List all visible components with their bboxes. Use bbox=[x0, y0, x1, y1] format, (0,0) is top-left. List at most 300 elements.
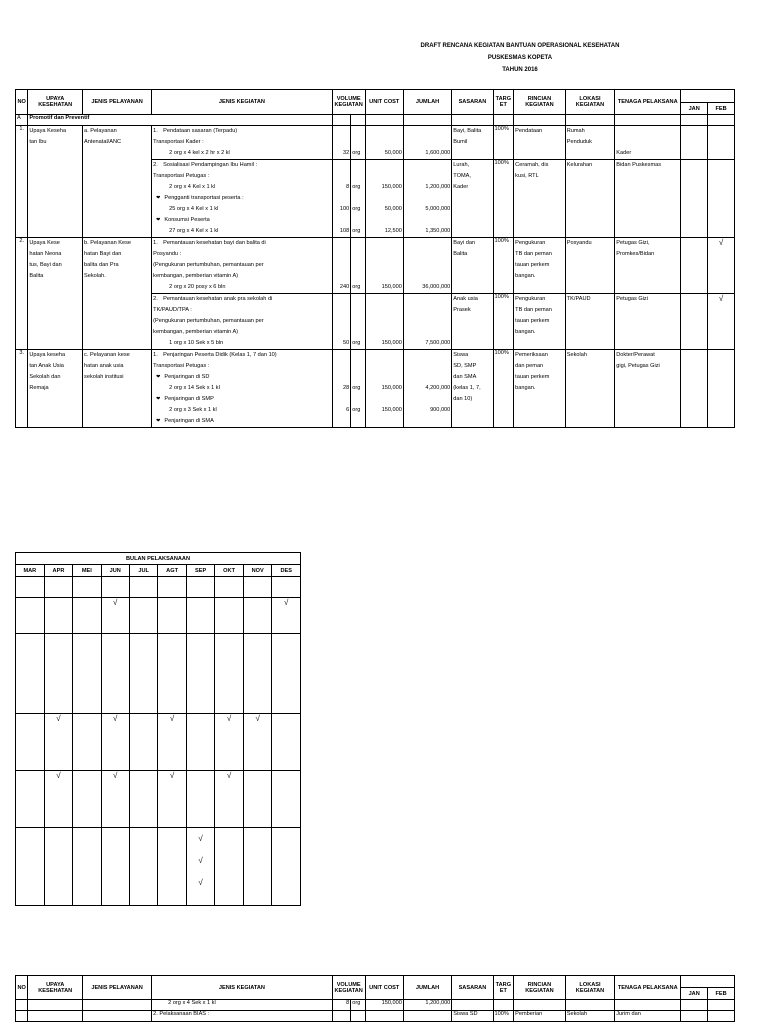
sat-cell bbox=[351, 126, 365, 160]
unit-cell-line bbox=[367, 249, 402, 260]
jumlah-cell-line bbox=[405, 416, 450, 427]
table-row bbox=[16, 238, 735, 294]
unit-cell-line bbox=[367, 350, 402, 361]
kegiatan-line bbox=[153, 372, 331, 383]
col-volume: VOLUME KEGIATAN bbox=[332, 90, 365, 115]
kegiatan-text: Pengganti transportasi peserta : bbox=[164, 195, 244, 201]
row-jenis bbox=[83, 126, 152, 238]
p2-row1-sat: org bbox=[351, 1000, 365, 1011]
p2-col-feb: FEB bbox=[708, 988, 735, 1000]
p2-row1-jumlah: 1,200,000 bbox=[403, 1000, 451, 1011]
unit-cell bbox=[365, 126, 403, 160]
vol-cell-line: 28 bbox=[343, 385, 350, 391]
kegiatan-line: Transportasi Kader : bbox=[153, 139, 204, 145]
vol-cell-line bbox=[334, 294, 350, 305]
bulan-mark: √ bbox=[215, 714, 244, 771]
rincian-line: tauan perkem bbox=[515, 374, 550, 380]
tenaga-line bbox=[616, 126, 679, 137]
vol-cell-line bbox=[334, 126, 350, 137]
bulan-mark: √ bbox=[44, 771, 73, 828]
jenis-line: sekolah institusi bbox=[84, 374, 124, 380]
table-row bbox=[16, 126, 735, 160]
blank-cell bbox=[272, 577, 301, 598]
vol-cell-line bbox=[334, 260, 350, 271]
upaya-line: Remaja bbox=[29, 385, 49, 391]
feb-cell bbox=[708, 350, 735, 428]
upaya-line: tan Anak Usia bbox=[29, 363, 64, 369]
jumlah-cell-line: 1,350,000 bbox=[425, 228, 451, 234]
col-bulan-blank bbox=[681, 90, 735, 103]
section-a-no: A bbox=[16, 115, 28, 126]
p2-cell bbox=[514, 1000, 566, 1011]
unit-cell-line bbox=[367, 394, 402, 405]
jan-cell bbox=[681, 350, 708, 428]
sat-cell-line: org bbox=[352, 340, 361, 346]
tenaga-line bbox=[616, 137, 679, 148]
bulan-mark bbox=[129, 634, 157, 714]
kegiatan-line bbox=[153, 193, 331, 204]
lokasi-cell bbox=[565, 126, 615, 160]
sasaran-line: Anak usia bbox=[453, 296, 478, 302]
feb-cell bbox=[708, 126, 735, 160]
sat-cell-line: org bbox=[352, 228, 361, 234]
vol-cell bbox=[332, 160, 351, 238]
col-jan: JAN bbox=[681, 103, 708, 115]
jumlah-cell-line bbox=[405, 316, 450, 327]
jenis-line: Sekolah. bbox=[84, 273, 106, 279]
kegiatan-line bbox=[153, 350, 331, 361]
unit-cell-line bbox=[367, 271, 402, 282]
p2-col-target: TARG ET bbox=[493, 976, 514, 1000]
jumlah-cell-line bbox=[405, 238, 450, 249]
bulan-mark bbox=[215, 634, 244, 714]
vol-cell-line bbox=[334, 171, 350, 182]
jumlah-cell-line bbox=[405, 372, 450, 383]
bulan-mark bbox=[272, 771, 301, 828]
p2-row2-lokasi: Sekolah bbox=[565, 1011, 615, 1022]
p2-row2-line: Pelaksanaan BIAS : bbox=[159, 1011, 210, 1017]
unit-cell-line bbox=[367, 171, 402, 182]
sasaran-line: Bumil bbox=[453, 139, 468, 145]
bulan-mark bbox=[16, 598, 45, 634]
month-des: DES bbox=[272, 565, 301, 577]
jumlah-cell-line bbox=[405, 160, 450, 171]
lokasi-cell bbox=[565, 160, 615, 238]
col-jenis-kegiatan: JENIS KEGIATAN bbox=[152, 90, 333, 115]
p2-cell bbox=[16, 1000, 28, 1011]
sat-cell-line bbox=[352, 260, 363, 271]
month-sep: SEP bbox=[186, 565, 214, 577]
sat-cell-line bbox=[352, 249, 363, 260]
p2-col-volume: VOLUME KEGIATAN bbox=[332, 976, 365, 1000]
kegiatan-table bbox=[15, 89, 735, 428]
kegiatan-table-page2 bbox=[15, 975, 735, 1022]
lokasi-cell bbox=[565, 238, 615, 294]
col-no: NO bbox=[16, 90, 28, 115]
jumlah-cell-line: 5,000,000 bbox=[425, 206, 451, 212]
vol-cell-line: 240 bbox=[339, 284, 350, 290]
row-no: 2. bbox=[16, 238, 28, 350]
tenaga-cell bbox=[615, 160, 681, 238]
unit-cell-line bbox=[367, 260, 402, 271]
unit-cell-line: 150,000 bbox=[381, 385, 402, 391]
doc-title-2: PUSKESMAS KOPETA bbox=[487, 55, 553, 61]
p2-col-jan: JAN bbox=[681, 988, 708, 1000]
vol-cell-line: 6 bbox=[346, 407, 350, 413]
jan-cell bbox=[681, 238, 708, 294]
rincian-line: dan peman bbox=[515, 363, 544, 369]
bulan-mark bbox=[272, 828, 301, 906]
kegiatan-line: kembangan, pemberian vitamin A) bbox=[153, 273, 239, 279]
rincian-line: Pengukuran bbox=[515, 240, 546, 246]
tenaga-line: gigi, Petugas Gizi bbox=[616, 363, 660, 369]
p2-cell bbox=[452, 1000, 493, 1011]
sasaran-line: Prasek bbox=[453, 307, 471, 313]
p2-row1-vol: 8 bbox=[332, 1000, 351, 1011]
unit-cell-line: 150,000 bbox=[381, 284, 402, 290]
sasaran-cell bbox=[452, 160, 493, 238]
p2-cell bbox=[708, 1000, 735, 1011]
bullet-icon: ❤ bbox=[156, 418, 161, 424]
vol-cell-line bbox=[334, 160, 350, 171]
row-upaya bbox=[28, 350, 83, 428]
upaya-line: Balita bbox=[29, 273, 44, 279]
kegiatan-text: Pemantauan kesehatan anak pra sekolah di bbox=[163, 296, 273, 302]
feb-cell: √ bbox=[708, 294, 735, 350]
vol-cell-line bbox=[334, 316, 350, 327]
p2-cell bbox=[28, 1011, 83, 1022]
vol-cell-line: 50 bbox=[343, 340, 350, 346]
blank-cell bbox=[16, 577, 45, 598]
sat-cell bbox=[351, 294, 365, 350]
p2-row2-tenaga: Jurim dan bbox=[615, 1011, 681, 1022]
unit-cell-line: 150,000 bbox=[381, 184, 402, 190]
sat-cell-line bbox=[352, 238, 363, 249]
jumlah-cell-line bbox=[405, 350, 450, 361]
bulan-row bbox=[16, 634, 301, 714]
bulan-mark bbox=[186, 634, 214, 714]
lokasi-line: Posyandu bbox=[566, 240, 592, 246]
unit-cell-line bbox=[367, 126, 402, 137]
sat-cell-line bbox=[352, 394, 363, 405]
p2-col-sasaran: SASARAN bbox=[452, 976, 493, 1000]
sat-cell-line bbox=[352, 271, 363, 282]
sat-cell bbox=[351, 160, 365, 238]
doc-title-1: DRAFT RENCANA KEGIATAN BANTUAN OPERASIONAL KESEHATAN bbox=[420, 43, 620, 49]
rincian-cell bbox=[514, 126, 566, 160]
jan-cell bbox=[681, 160, 708, 238]
rincian-line: TB dan peman bbox=[515, 307, 552, 313]
bulan-mark bbox=[243, 598, 272, 634]
vol-cell-line bbox=[334, 193, 350, 204]
upaya-line: hatan Neona bbox=[29, 251, 62, 257]
upaya-line: Upaya Keseha bbox=[29, 128, 67, 134]
kegiatan-num: 2. bbox=[153, 296, 158, 302]
tenaga-line: Dokter/Perawat bbox=[616, 352, 655, 358]
kegiatan-line: 2 org x 3 Sek x 1 kl bbox=[169, 407, 217, 413]
p2-cell bbox=[16, 1011, 28, 1022]
jumlah-cell-line bbox=[405, 171, 450, 182]
vol-cell-line bbox=[334, 372, 350, 383]
lokasi-cell bbox=[565, 350, 615, 428]
bulan-mark bbox=[16, 828, 45, 906]
jumlah-cell-line bbox=[405, 249, 450, 260]
rincian-cell bbox=[514, 294, 566, 350]
rincian-line: tauan perkem bbox=[515, 318, 550, 324]
p2-cell bbox=[403, 1011, 451, 1022]
bulan-mark bbox=[73, 771, 101, 828]
vol-cell-line: 32 bbox=[343, 150, 350, 156]
bulan-mark bbox=[158, 598, 187, 634]
bulan-mark: √ √ √ bbox=[186, 828, 214, 906]
kegiatan-num: 1. bbox=[153, 352, 158, 358]
bulan-mark bbox=[129, 714, 157, 771]
kegiatan-line: Transportasi Petugas : bbox=[153, 173, 210, 179]
tenaga-line: Petugas Gizi bbox=[616, 296, 648, 302]
p2-cell bbox=[351, 1011, 365, 1022]
unit-cell-line: 150,000 bbox=[381, 340, 402, 346]
unit-cell-line: 12,500 bbox=[384, 228, 402, 234]
vol-cell bbox=[332, 126, 351, 160]
jumlah-cell-line bbox=[405, 327, 450, 338]
blank-cell bbox=[243, 577, 272, 598]
sat-cell-line bbox=[352, 126, 363, 137]
sat-cell-line bbox=[352, 372, 363, 383]
unit-cell-line: 150,000 bbox=[381, 407, 402, 413]
rincian-cell bbox=[514, 238, 566, 294]
target-cell: 100% bbox=[493, 126, 514, 160]
kegiatan-line: 2 org x 20 posy x 6 bln bbox=[169, 284, 226, 290]
vol-cell bbox=[332, 350, 351, 428]
p2-cell bbox=[681, 1011, 708, 1022]
vol-cell-line bbox=[334, 137, 350, 148]
row-no: 3. bbox=[16, 350, 28, 428]
kegiatan-line: (Pengukuran pertumbuhan, pemantauan per bbox=[153, 262, 264, 268]
section-a-label: Promotif dan Preventif bbox=[28, 115, 332, 126]
upaya-line: Upaya Kese bbox=[29, 240, 60, 246]
bulan-mark: √ bbox=[158, 771, 187, 828]
p2-row1-line: 2 org x 4 Sek x 1 kl bbox=[152, 1000, 333, 1011]
jenis-line: a. Pelayanan bbox=[84, 128, 117, 134]
rincian-line: kusi, RTL bbox=[515, 173, 539, 179]
month-jul: JUL bbox=[129, 565, 157, 577]
vol-cell-line bbox=[334, 416, 350, 427]
p2-row1-unit: 150,000 bbox=[365, 1000, 403, 1011]
lokasi-cell bbox=[565, 294, 615, 350]
unit-cell-line: 50,000 bbox=[384, 206, 402, 212]
kegiatan-line bbox=[153, 160, 331, 171]
p2-col-rincian: RINCIAN KEGIATAN bbox=[514, 976, 566, 1000]
p2-cell bbox=[493, 1000, 514, 1011]
jenis-line: balita dan Pra bbox=[84, 262, 119, 268]
lokasi-line: Sekolah bbox=[566, 352, 587, 358]
kegiatan-line: 25 org x 4 Kel x 1 kl bbox=[169, 206, 219, 212]
month-agt: AGT bbox=[158, 565, 187, 577]
p2-cell bbox=[28, 1000, 83, 1011]
jumlah-cell-line bbox=[405, 137, 450, 148]
kegiatan-line: 27 org x 4 Kel x 1 kl bbox=[169, 228, 219, 234]
sat-cell-line bbox=[352, 316, 363, 327]
col-jenis-pelayanan: JENIS PELAYANAN bbox=[83, 90, 152, 115]
bulan-row bbox=[16, 598, 301, 634]
vol-cell bbox=[332, 238, 351, 294]
p2-row2-kegiatan bbox=[152, 1011, 333, 1022]
kegiatan-line: 2 org x 4 Kel x 1 kl bbox=[169, 184, 216, 190]
kegiatan-line: 1 org x 10 Sek x 5 bln bbox=[169, 340, 224, 346]
p2-cell bbox=[83, 1011, 152, 1022]
jumlah-cell-line bbox=[405, 126, 450, 137]
month-jun: JUN bbox=[101, 565, 129, 577]
blank-cell bbox=[158, 577, 187, 598]
jenis-line: c. Pelayanan kese bbox=[84, 352, 130, 358]
p2-row2-num: 2. bbox=[153, 1011, 158, 1017]
tenaga-line: Promkes/Bidan bbox=[616, 251, 655, 257]
bulan-mark bbox=[243, 828, 272, 906]
bulan-mark: √ bbox=[101, 598, 129, 634]
jumlah-cell bbox=[403, 294, 451, 350]
sasaran-line: Siswa bbox=[453, 352, 469, 358]
blank-cell bbox=[493, 115, 514, 126]
vol-cell-line bbox=[334, 249, 350, 260]
kegiatan-line: (Pengukuran pertumbuhan, pemantauan per bbox=[153, 318, 264, 324]
unit-cell-line bbox=[367, 372, 402, 383]
jumlah-cell-line bbox=[405, 215, 450, 226]
row-jenis bbox=[83, 238, 152, 350]
vol-cell-line: 108 bbox=[339, 228, 350, 234]
sat-cell-line: org bbox=[352, 407, 361, 413]
bulan-row bbox=[16, 714, 301, 771]
sat-cell-line bbox=[352, 171, 363, 182]
vol-cell-line bbox=[334, 271, 350, 282]
bulan-mark bbox=[73, 714, 101, 771]
table-row bbox=[16, 350, 735, 428]
bulan-mark bbox=[44, 828, 73, 906]
kegiatan-num: 1. bbox=[153, 240, 158, 246]
kegiatan-num: 2. bbox=[153, 162, 158, 168]
blank-cell bbox=[186, 577, 214, 598]
sat-cell-line bbox=[352, 350, 363, 361]
col-tenaga: TENAGA PELAKSANA bbox=[615, 90, 681, 115]
bulan-mark bbox=[16, 634, 45, 714]
p2-cell bbox=[615, 1000, 681, 1011]
bulan-mark bbox=[158, 634, 187, 714]
rincian-line: Pengukuran bbox=[515, 296, 546, 302]
p2-row2-target: 100% bbox=[493, 1011, 514, 1022]
vol-cell-line bbox=[334, 361, 350, 372]
unit-cell-line bbox=[367, 137, 402, 148]
p2-cell bbox=[708, 1011, 735, 1022]
bulan-mark bbox=[44, 634, 73, 714]
month-apr: APR bbox=[44, 565, 73, 577]
kegiatan-num: 1. bbox=[153, 128, 158, 134]
rincian-line: Ceramah, dis bbox=[515, 162, 549, 168]
kegiatan-line bbox=[153, 394, 331, 405]
jenis-line: Antenatal/ANC bbox=[84, 139, 122, 145]
bulan-mark bbox=[44, 598, 73, 634]
col-sasaran: SASARAN bbox=[452, 90, 493, 115]
blank-cell bbox=[332, 115, 351, 126]
p2-col-bulan-blank bbox=[681, 976, 735, 988]
kegiatan-text: Pendataan sasaran (Terpadu) bbox=[163, 128, 238, 134]
p2-cell bbox=[565, 1000, 615, 1011]
p2-col-unit-cost: UNIT COST bbox=[365, 976, 403, 1000]
jumlah-cell bbox=[403, 160, 451, 238]
row-upaya bbox=[28, 238, 83, 350]
jenis-line: hatan Bayi dan bbox=[84, 251, 122, 257]
sasaran-cell bbox=[452, 350, 493, 428]
bulan-mark bbox=[129, 598, 157, 634]
unit-cell bbox=[365, 238, 403, 294]
sat-cell-line bbox=[352, 361, 363, 372]
row-kegiatan bbox=[152, 126, 333, 160]
rincian-line: tauan perkem bbox=[515, 262, 550, 268]
blank-cell bbox=[351, 115, 365, 126]
bulan-mark bbox=[186, 598, 214, 634]
tenaga-line: Bidan Puskesmas bbox=[616, 162, 662, 168]
kegiatan-text: Pemantauan kesehatan bayi dan balita di bbox=[163, 240, 266, 246]
bulan-row bbox=[16, 771, 301, 828]
kegiatan-line bbox=[153, 215, 331, 226]
sasaran-line: dan 10) bbox=[453, 396, 473, 402]
col-rincian: RINCIAN KEGIATAN bbox=[514, 90, 566, 115]
rincian-line: Pemeriksaan bbox=[515, 352, 548, 358]
bulan-mark bbox=[101, 828, 129, 906]
p2-row2-rincian: Pemberian bbox=[514, 1011, 566, 1022]
target-cell: 100% bbox=[493, 294, 514, 350]
p2-row2-sasaran: Siswa SD bbox=[452, 1011, 493, 1022]
unit-cell-line bbox=[367, 327, 402, 338]
feb-cell: √ bbox=[708, 238, 735, 294]
kegiatan-line: Transportasi Petugas : bbox=[153, 363, 210, 369]
jumlah-cell-line bbox=[405, 260, 450, 271]
tenaga-cell bbox=[615, 238, 681, 294]
jumlah-cell-line: 36,000,000 bbox=[422, 284, 451, 290]
sasaran-line: Lurah, bbox=[453, 162, 470, 168]
unit-cell bbox=[365, 350, 403, 428]
kegiatan-line: 2 org x 14 Sek x 1 kl bbox=[169, 385, 220, 391]
blank-cell bbox=[365, 115, 403, 126]
row-kegiatan bbox=[152, 294, 333, 350]
kegiatan-text: Sosialisasi Pendampingan Ibu Hamil : bbox=[163, 162, 258, 168]
p2-col-no: NO bbox=[16, 976, 28, 1000]
sasaran-line: Balita bbox=[453, 251, 468, 257]
jumlah-cell bbox=[403, 238, 451, 294]
kegiatan-text: Penjaringan di SD bbox=[164, 374, 210, 380]
bulan-mark bbox=[73, 598, 101, 634]
bulan-title: BULAN PELAKSANAAN bbox=[16, 553, 301, 565]
unit-cell bbox=[365, 294, 403, 350]
lokasi-line: Penduduk bbox=[566, 139, 592, 145]
jan-cell bbox=[681, 294, 708, 350]
sat-cell-line: org bbox=[352, 284, 361, 290]
vol-cell-line bbox=[334, 394, 350, 405]
bulan-mark bbox=[243, 634, 272, 714]
sasaran-cell bbox=[452, 126, 493, 160]
bulan-mark: √ bbox=[243, 714, 272, 771]
blank-cell bbox=[452, 115, 493, 126]
jumlah-cell-line: 4,200,000 bbox=[425, 385, 451, 391]
blank-cell bbox=[73, 577, 101, 598]
target-cell: 100% bbox=[493, 238, 514, 294]
p2-col-tenaga: TENAGA PELAKSANA bbox=[615, 976, 681, 1000]
jumlah-cell-line bbox=[405, 305, 450, 316]
bulan-mark bbox=[129, 828, 157, 906]
sasaran-line: Bayi, Balita bbox=[453, 128, 482, 134]
upaya-line: tus, Bayi dan bbox=[29, 262, 62, 268]
blank-cell bbox=[615, 115, 681, 126]
p2-col-upaya: UPAYA KESEHATAN bbox=[28, 976, 83, 1000]
kegiatan-line: Posyandu : bbox=[153, 251, 182, 257]
